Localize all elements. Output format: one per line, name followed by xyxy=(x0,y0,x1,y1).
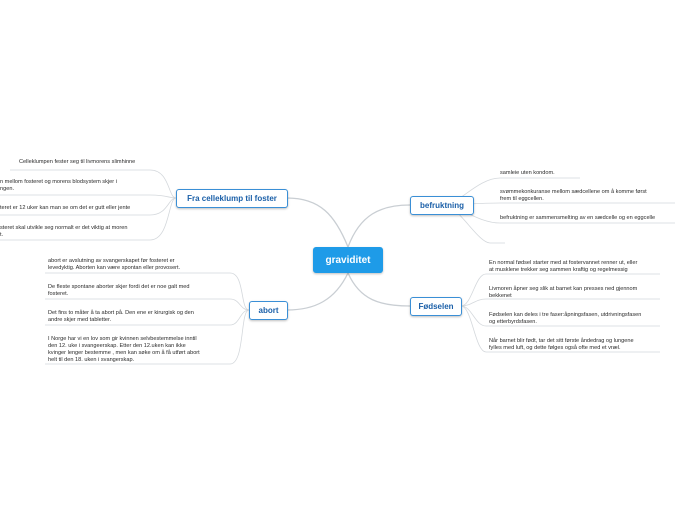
connector-central-fra xyxy=(287,198,348,247)
note-fodselen-1: En normal fødsel starter med at fostervannet renner ut, eller at musklene trekker seg sammen kraftig og regelmessig xyxy=(489,260,638,273)
connector-central-befruktning xyxy=(348,205,410,247)
topic-befruktning[interactable]: befruktning xyxy=(410,196,474,215)
note-fodselen-4: Når barnet blir født, tar det sitt første åndedrag og lungene fylles med luft, og dette følges også ofte med et vræl. xyxy=(489,338,634,351)
connector-central-abort xyxy=(287,273,348,310)
note-befruktning-1: samleie uten kondom. xyxy=(500,170,555,176)
note-fodselen-2: Livmoren åpner seg slik at barnet kan presses ned gjennom bekkenet xyxy=(489,286,638,299)
note-fra-4: steret skal utvikle seg normalt er det viktig at moren t. xyxy=(0,225,128,238)
note-befruktning-2: svømmekonkuranse mellom sædcellene om å komme først frem til eggcellen. xyxy=(500,189,647,202)
topic-fra-celleklump[interactable]: Fra celleklump til foster xyxy=(176,189,288,208)
note-abort-3: Det fins to måter å ta abort på. Den ene er kirurgisk og den andre skjer med tabletter. xyxy=(48,310,194,323)
note-abort-4: I Norge har vi en lov som gir kvinnen selvbestemmelse inntil den 12. uke i svangeerskap. Etter den 12.uken kan ikke kvinger lenger bestemme , men kan søke om å få utført abort helt til den 18. uken i svangerskap. xyxy=(48,336,200,363)
note-abort-1: abort er avslutning av svangerskapet før fosteret er levedyktig. Aborten kan være spontan eller provosert. xyxy=(48,258,181,271)
note-fodselen-3: Fødselen kan deles i tre faser:åpningsfasen, utdrivningsfasen og etterbyrdsfasen. xyxy=(489,312,642,325)
note-abort-2: De fleste spontane aborter skjer fordi det er noe galt med fosteret. xyxy=(48,284,190,297)
connector-central-fodselen xyxy=(348,273,410,306)
note-fra-1: Celleklumpen fester seg til livmorens slimhinne xyxy=(19,159,136,165)
note-befruktning-3: befruktning er sammensmelting av en sædcelle og en eggcelle xyxy=(500,215,656,221)
topic-fodselen[interactable]: Fødselen xyxy=(410,297,462,316)
topic-abort[interactable]: abort xyxy=(249,301,288,320)
note-fra-2: n mellom fosteret og morens blodsystem skjer i ngen. xyxy=(0,179,117,192)
note-fra-3: teret er 12 uker kan man se om det er gutt eller jente xyxy=(0,205,131,211)
central-topic[interactable]: graviditet xyxy=(313,247,383,273)
